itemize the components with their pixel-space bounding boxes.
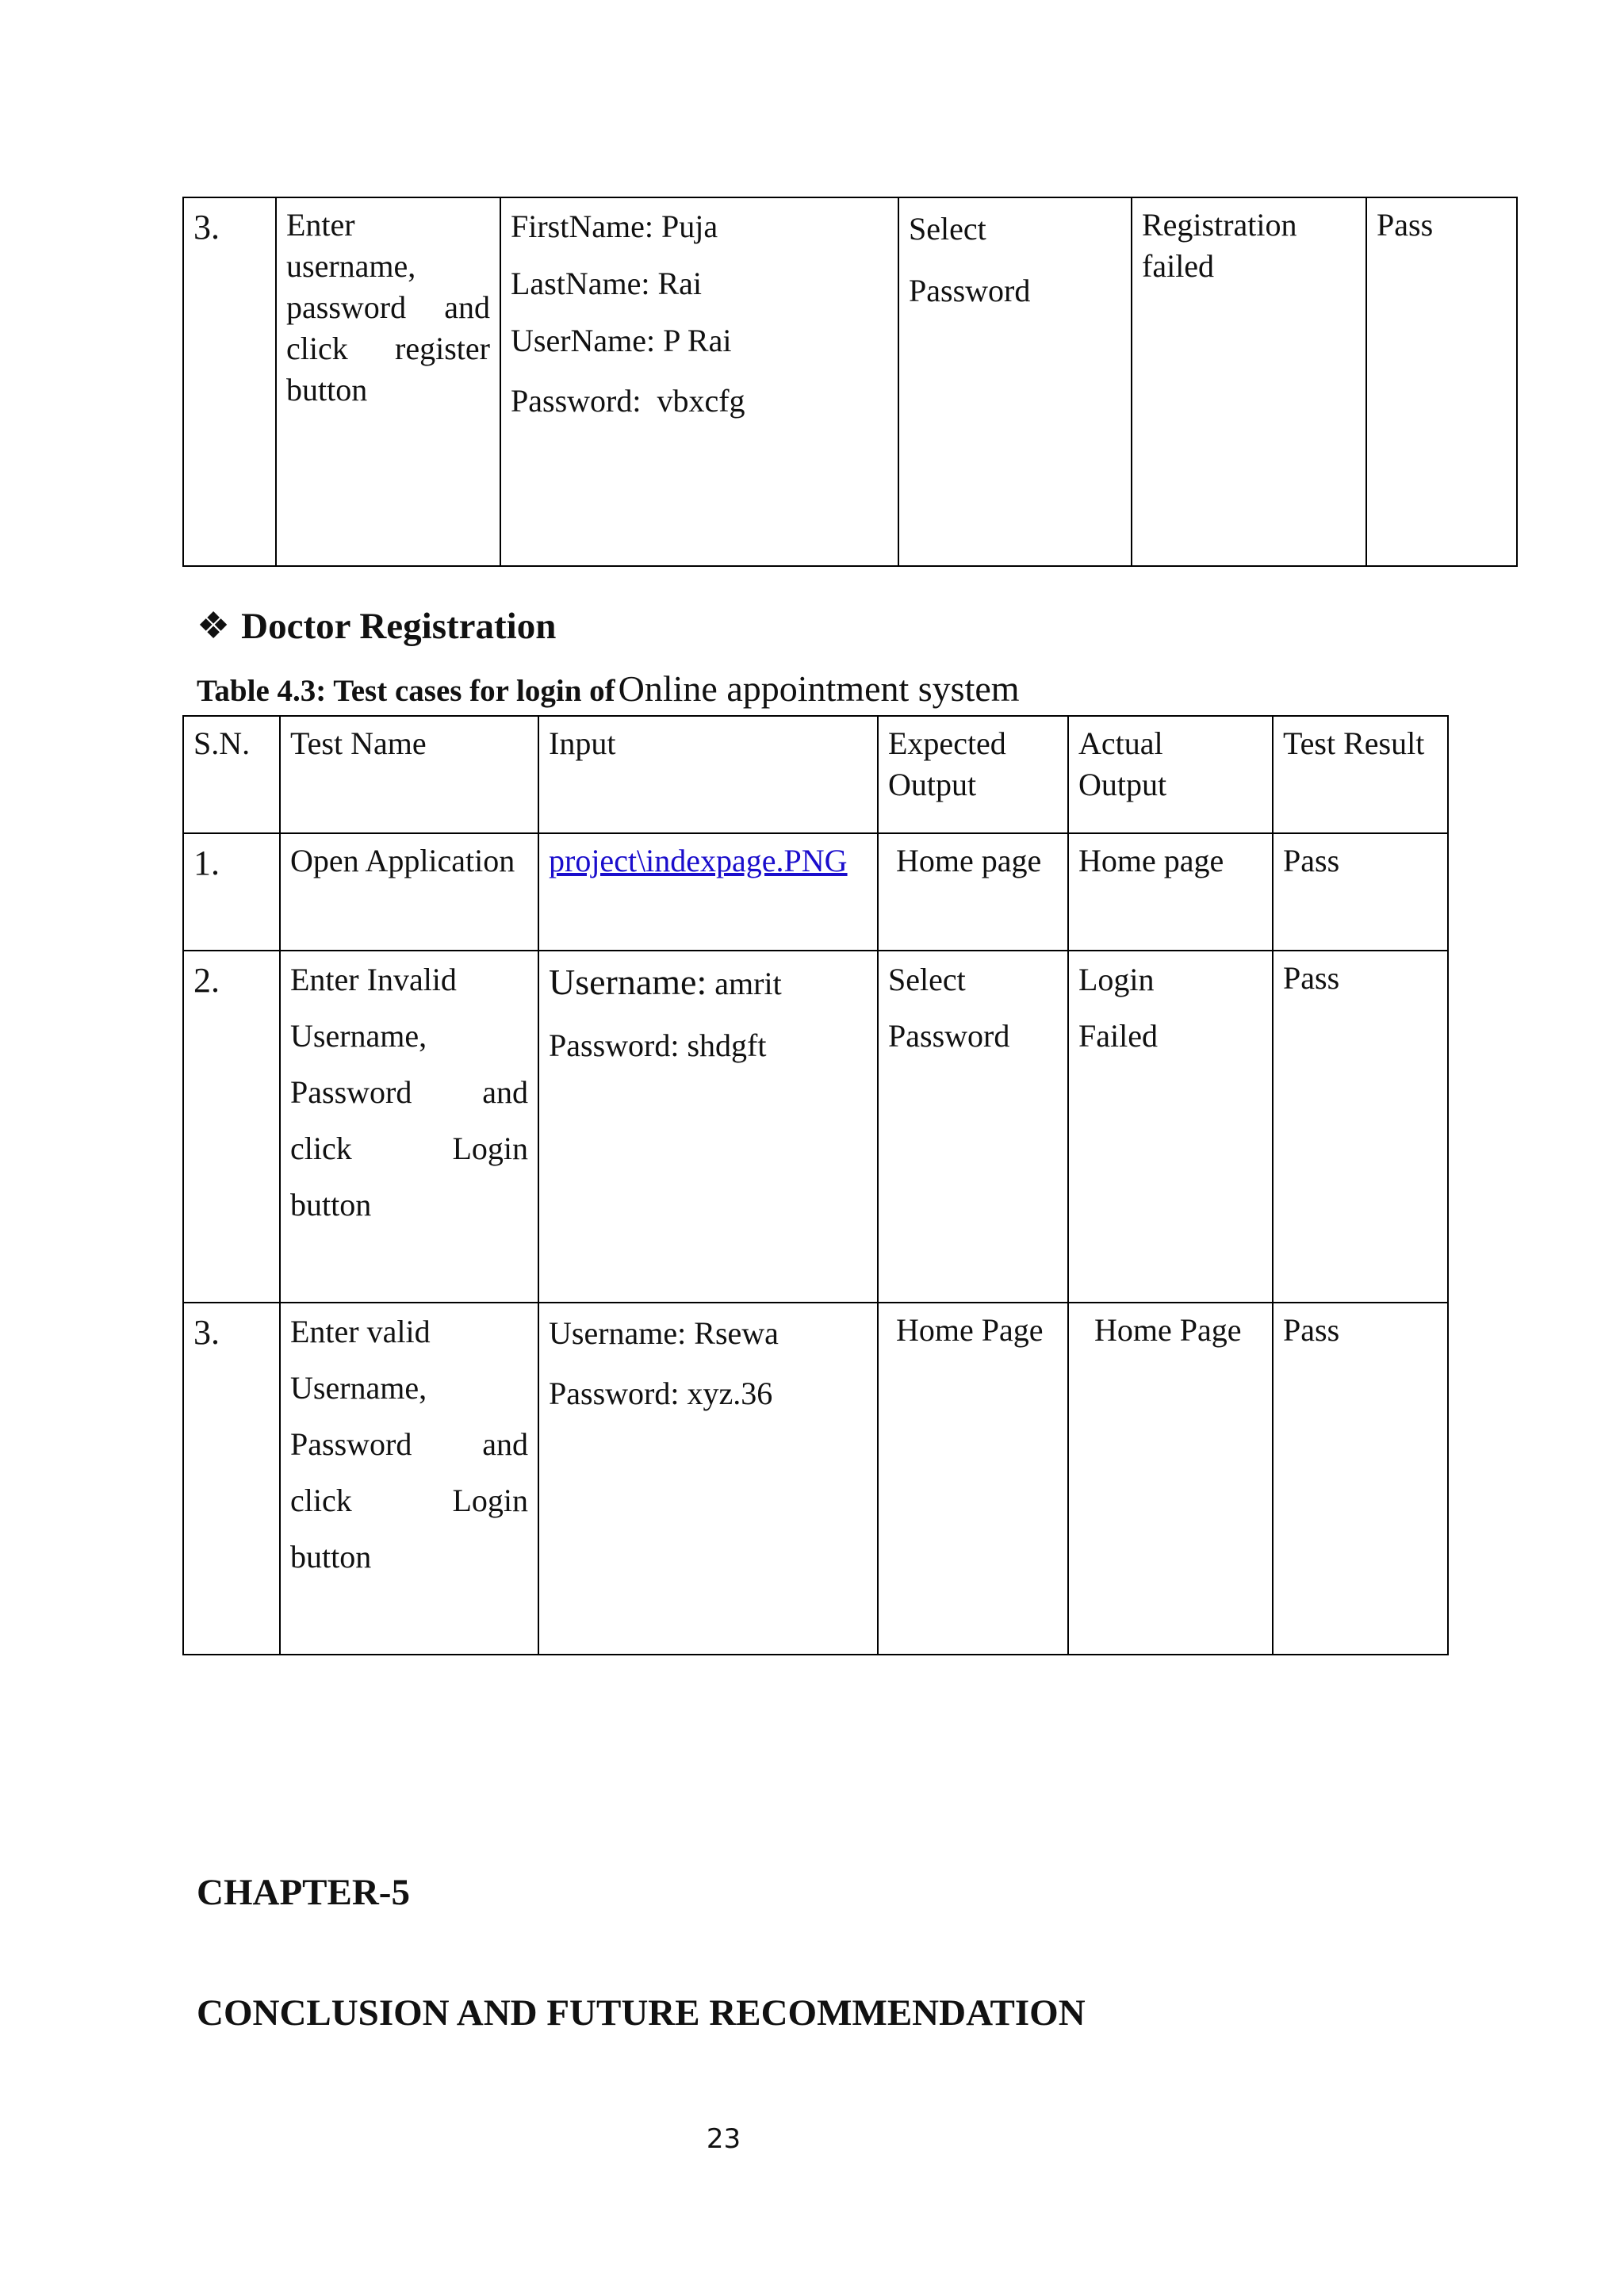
sn-cell: 2.: [183, 951, 280, 1303]
actual-output-cell: Registration failed: [1132, 197, 1366, 566]
caption-label: Table 4.3: Test cases for login of: [197, 674, 615, 708]
header-input: Input: [538, 716, 878, 833]
diamond-bullet-icon: ❖: [197, 606, 231, 647]
input-cell: [538, 833, 878, 951]
actual-output-cell: Home Page: [1068, 1303, 1273, 1655]
test-name-cell: Enter valid Username, Password and click Login button: [280, 1303, 538, 1655]
table-row: [183, 197, 1517, 566]
chapter-title: CONCLUSION AND FUTURE RECOMMENDATION: [197, 1992, 1086, 2034]
header-actual-output: Actual Output: [1068, 716, 1273, 833]
table-row: [183, 833, 1448, 951]
table-row: [183, 951, 1448, 1303]
actual-output-cell: Login Failed: [1068, 951, 1273, 1303]
input-cell: Username: amrit Password: shdgft: [538, 951, 878, 1303]
chapter-number: CHAPTER-5: [197, 1872, 410, 1913]
sn-cell: 3.: [183, 1303, 280, 1655]
sn-cell: 1.: [183, 833, 280, 951]
section-heading: [197, 604, 556, 648]
sn-cell: 3.: [183, 197, 276, 566]
test-result-cell: Pass: [1273, 1303, 1448, 1655]
test-result-cell: Pass: [1273, 951, 1448, 1303]
test-name-cell: Enter Invalid Username, Password and click Login button: [280, 951, 538, 1303]
test-name-cell: Enter username, password and click register button: [276, 197, 500, 566]
expected-output-cell: Home page: [878, 833, 1068, 951]
indexpage-link[interactable]: project\indexpage.PNG: [549, 843, 848, 878]
table-caption: [197, 668, 1020, 710]
header-sn: S.N.: [183, 716, 280, 833]
test-result-cell: Pass: [1366, 197, 1517, 566]
header-expected-output: Expected Output: [878, 716, 1068, 833]
section-heading-text: Doctor Registration: [241, 606, 557, 647]
input-cell: Username: Rsewa Password: xyz.36: [538, 1303, 878, 1655]
table-header-row: [183, 716, 1448, 833]
header-test-result: Test Result: [1273, 716, 1448, 833]
caption-text: Online appointment system: [618, 668, 1020, 709]
actual-output-cell: Home page: [1068, 833, 1273, 951]
expected-output-cell: Home Page: [878, 1303, 1068, 1655]
login-test-table: [182, 715, 1449, 1655]
input-cell: FirstName: Puja LastName: Rai UserName: P Rai Password: vbxcfg: [500, 197, 898, 566]
expected-output-cell: Select Password: [898, 197, 1132, 566]
header-test-name: Test Name: [280, 716, 538, 833]
test-name-cell: Open Application: [280, 833, 538, 951]
expected-output-cell: Select Password: [878, 951, 1068, 1303]
test-result-cell: Pass: [1273, 833, 1448, 951]
previous-test-table: [182, 197, 1518, 567]
table-row: [183, 1303, 1448, 1655]
page-number: 23: [706, 2123, 741, 2155]
